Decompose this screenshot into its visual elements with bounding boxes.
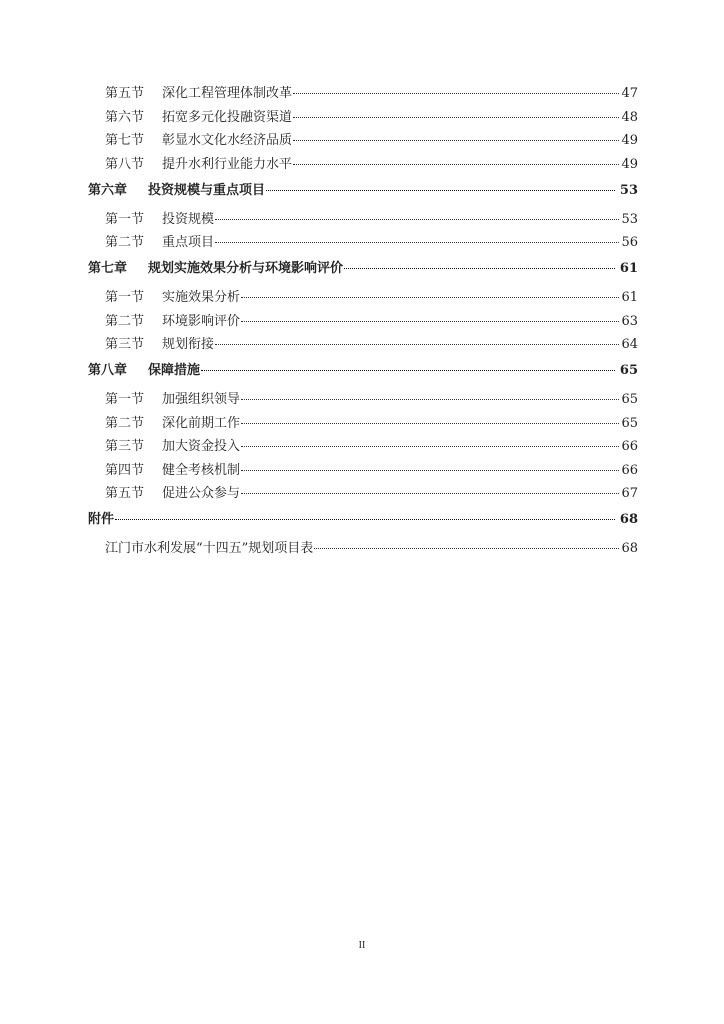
dot-leader xyxy=(201,370,615,371)
dot-leader xyxy=(215,344,619,345)
chapter-title: 规划实施效果分析与环境影响评价 xyxy=(148,261,344,276)
section-title: 实施效果分析 xyxy=(162,290,241,305)
section-page-number: 49 xyxy=(621,156,638,172)
toc-section-entry[interactable] xyxy=(88,439,638,455)
section-title: 提升水利行业能力水平 xyxy=(162,156,293,172)
section-title: 拓宽多元化投融资渠道 xyxy=(162,109,293,125)
dot-leader xyxy=(215,242,619,243)
section-title: 规划衔接 xyxy=(162,337,215,352)
section-page-number: 56 xyxy=(621,235,638,250)
section-page-number: 49 xyxy=(621,133,638,148)
section-page-number: 61 xyxy=(621,290,638,305)
toc-section-entry[interactable] xyxy=(88,235,638,251)
section-page-number: 53 xyxy=(621,211,638,227)
section-number: 第八节 xyxy=(105,156,145,172)
chapter-number: 第七章 xyxy=(88,261,128,276)
dot-leader xyxy=(293,93,619,94)
dot-leader xyxy=(241,423,619,424)
toc-chapter-entry[interactable] xyxy=(88,261,638,277)
dot-leader xyxy=(293,117,619,118)
appendix-item-page-number: 68 xyxy=(621,541,638,556)
section-number: 第一节 xyxy=(105,211,145,227)
toc-section-entry[interactable] xyxy=(88,486,638,502)
footer-page-number: II xyxy=(358,940,366,951)
toc-section-entry[interactable] xyxy=(88,337,638,353)
section-page-number: 65 xyxy=(621,392,638,407)
toc-section-entry[interactable] xyxy=(88,133,638,149)
toc-section-entry[interactable] xyxy=(88,86,638,102)
section-title: 加大资金投入 xyxy=(162,439,241,454)
section-page-number: 48 xyxy=(621,109,638,125)
section-title: 深化前期工作 xyxy=(162,415,241,431)
chapter-page-number: 65 xyxy=(619,363,638,378)
section-title: 加强组织领导 xyxy=(162,392,241,407)
section-number: 第一节 xyxy=(105,392,145,407)
section-page-number: 65 xyxy=(621,415,638,431)
table-of-contents xyxy=(88,86,638,557)
section-number: 第四节 xyxy=(105,462,145,478)
dot-leader xyxy=(241,399,619,400)
chapter-title: 保障措施 xyxy=(148,363,201,378)
toc-appendix-entry[interactable] xyxy=(88,512,638,528)
dot-leader xyxy=(241,493,619,494)
dot-leader xyxy=(241,446,619,447)
section-number: 第三节 xyxy=(105,337,145,352)
dot-leader xyxy=(314,548,619,549)
toc-section-entry[interactable] xyxy=(88,110,638,126)
section-title: 投资规模 xyxy=(162,211,215,227)
toc-appendix-item[interactable] xyxy=(88,541,638,557)
toc-section-entry[interactable] xyxy=(88,157,638,173)
dot-leader xyxy=(293,164,619,165)
section-title: 深化工程管理体制改革 xyxy=(162,86,293,101)
dot-leader xyxy=(344,268,615,269)
dot-leader xyxy=(115,519,615,520)
chapter-number: 第八章 xyxy=(88,363,128,378)
dot-leader xyxy=(293,140,619,141)
toc-section-entry[interactable] xyxy=(88,314,638,330)
appendix-item-title: 江门市水利发展“十四五”规划项目表 xyxy=(105,541,314,556)
section-title: 环境影响评价 xyxy=(162,313,241,329)
section-number: 第二节 xyxy=(105,235,145,250)
section-number: 第七节 xyxy=(105,133,145,148)
section-number: 第一节 xyxy=(105,290,145,305)
section-page-number: 67 xyxy=(621,486,638,501)
section-title: 健全考核机制 xyxy=(162,462,241,478)
chapter-page-number: 53 xyxy=(619,182,638,198)
chapter-number: 第六章 xyxy=(88,182,128,198)
dot-leader xyxy=(241,470,619,471)
section-number: 第二节 xyxy=(105,313,145,329)
chapter-title: 投资规模与重点项目 xyxy=(148,182,266,198)
toc-chapter-entry[interactable] xyxy=(88,363,638,379)
toc-section-entry[interactable] xyxy=(88,463,638,479)
toc-section-entry[interactable] xyxy=(88,212,638,228)
section-title: 彰显水文化水经济品质 xyxy=(162,133,293,148)
toc-section-entry[interactable] xyxy=(88,416,638,432)
appendix-title: 附件 xyxy=(88,512,115,527)
section-title: 促进公众参与 xyxy=(162,486,241,501)
section-number: 第五节 xyxy=(105,486,145,501)
section-page-number: 47 xyxy=(621,86,638,101)
dot-leader xyxy=(215,219,619,220)
section-page-number: 63 xyxy=(621,313,638,329)
toc-section-entry[interactable] xyxy=(88,392,638,408)
section-page-number: 66 xyxy=(621,462,638,478)
appendix-page-number: 68 xyxy=(619,512,638,527)
dot-leader xyxy=(241,297,619,298)
chapter-page-number: 61 xyxy=(619,261,638,276)
section-number: 第二节 xyxy=(105,415,145,431)
toc-chapter-entry[interactable] xyxy=(88,183,638,199)
section-page-number: 66 xyxy=(621,439,638,454)
dot-leader xyxy=(241,321,619,322)
section-number: 第五节 xyxy=(105,86,145,101)
section-number: 第三节 xyxy=(105,439,145,454)
dot-leader xyxy=(266,190,615,191)
section-page-number: 64 xyxy=(621,337,638,352)
toc-section-entry[interactable] xyxy=(88,290,638,306)
section-title: 重点项目 xyxy=(162,235,215,250)
section-number: 第六节 xyxy=(105,109,145,125)
